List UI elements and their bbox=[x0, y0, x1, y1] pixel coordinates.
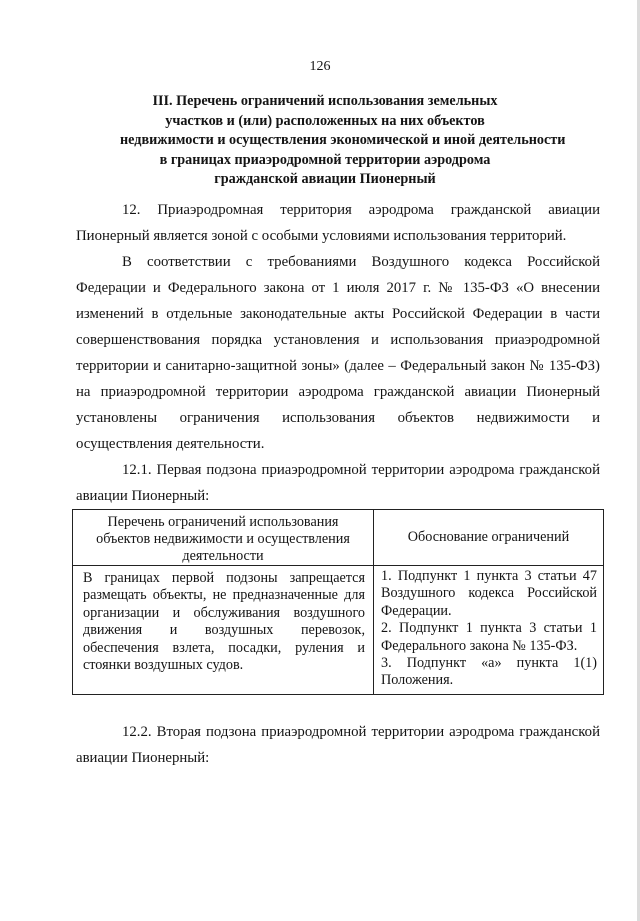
restriction-cell: В границах первой подзоны запрещается размещать объекты, не предназначенные для организации и обслуживания воздушного движения и воздушных перевозок, обеспечения взлета, посадки, руления и стоянки воздушных судов. bbox=[73, 566, 374, 695]
table-header-restrictions: Перечень ограничений использования объектов недвижимости и осуществления деятельности bbox=[73, 510, 374, 566]
page-number: 126 bbox=[309, 59, 331, 74]
restrictions-table bbox=[72, 509, 604, 695]
basis-item: 1. Подпункт 1 пункта 3 статьи 47 Воздушного кодекса Российской Федерации. bbox=[381, 568, 597, 619]
section-title-line: III. Перечень ограничений использования земельных bbox=[152, 93, 498, 109]
paragraph-law-basis: В соответствии с требованиями Воздушного кодекса Российской Федерации и Федерального закона от 1 июля 2017 г. № 135-ФЗ «О внесении изменений в отдельные законодательные акты Российской Федерации в части совершенствования порядка установления и использования приаэродромной территории и санитарно-защитной зоны» (далее – Федеральный закон № 135-ФЗ) на приаэродромной территории аэродрома гражданской авиации Пионерный установлены ограничения использования объектов недвижимости и осуществления деятельности. bbox=[76, 254, 600, 452]
table-header-row bbox=[73, 510, 604, 566]
section-title-line: участков и (или) расположенных на них объектов bbox=[165, 112, 485, 129]
section-title-line: в границах приаэродромной территории аэродрома bbox=[159, 151, 491, 168]
section-title-line: гражданской авиации Пионерный bbox=[214, 171, 436, 187]
section-title bbox=[120, 92, 566, 190]
table-header-basis: Обоснование ограничений bbox=[374, 510, 604, 566]
body-text-bottom bbox=[76, 719, 600, 771]
basis-cell bbox=[374, 566, 604, 695]
section-title-line: недвижимости и осуществления экономической и иной деятельности bbox=[120, 132, 566, 148]
paragraph-12: 12. Приаэродромная территория аэродрома гражданской авиации Пионерный является зоной с особыми условиями использования территорий. bbox=[76, 202, 600, 244]
basis-item: 2. Подпункт 1 пункта 3 статьи 1 Федерального закона № 135-ФЗ. bbox=[381, 620, 597, 654]
paragraph-12-2: 12.2. Вторая подзона приаэродромной территории аэродрома гражданской авиации Пионерный: bbox=[76, 724, 600, 766]
paragraph-12-1: 12.1. Первая подзона приаэродромной территории аэродрома гражданской авиации Пионерный: bbox=[76, 462, 600, 504]
basis-item: 3. Подпункт «а» пункта 1(1) Положения. bbox=[381, 655, 597, 689]
table-row bbox=[73, 566, 604, 695]
body-text-top bbox=[76, 197, 600, 509]
